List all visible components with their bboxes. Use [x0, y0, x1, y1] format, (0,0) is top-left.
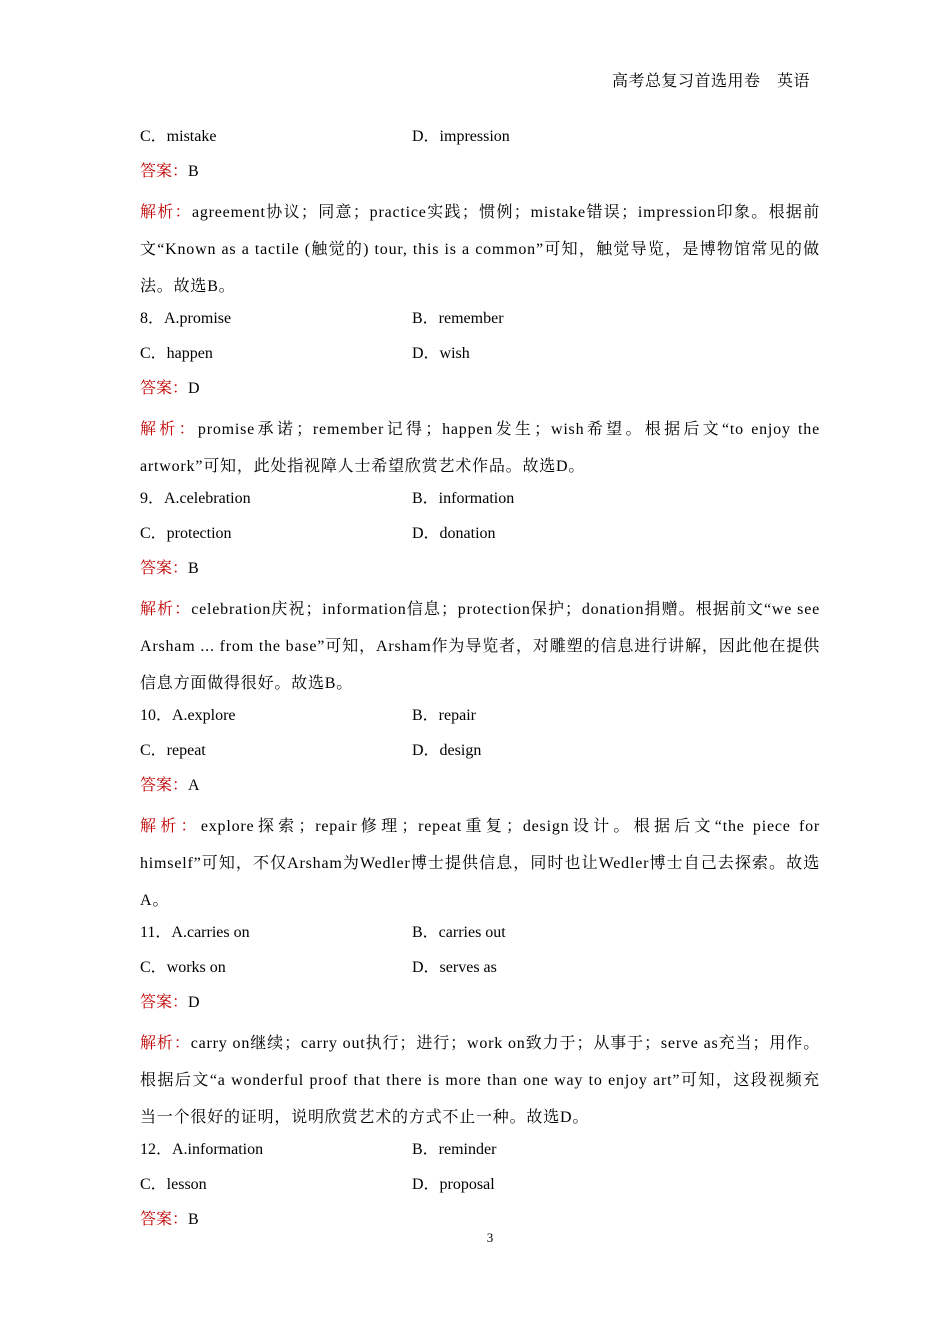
- document-body: [140, 124, 820, 1242]
- option-a: 8．A.promise: [140, 310, 232, 327]
- option-d: D．serves as: [412, 959, 497, 976]
- option-c: C．protection: [140, 525, 232, 542]
- analysis-label: 解析：: [140, 1035, 191, 1052]
- analysis-label: 解析：: [140, 818, 201, 835]
- answer-line: [140, 159, 820, 194]
- answer-value: D: [188, 994, 200, 1011]
- analysis-paragraph: [140, 411, 820, 485]
- option-b: B．information: [412, 490, 515, 507]
- answer-line: [140, 990, 820, 1025]
- option-a: 10．A.explore: [140, 707, 236, 724]
- option-c: C．happen: [140, 345, 213, 362]
- page-number: 3: [486, 1230, 494, 1245]
- option-d: D．donation: [412, 525, 496, 542]
- analysis-text: celebration庆祝；information信息；protection保护；donation捐赠。根据前文“we see Arsham ... from the base”可知，Arsham作为导览者，对雕塑的信息进行讲解，因此他在提供信息方面做得很好。故选B。: [140, 601, 821, 692]
- answer-line: [140, 556, 820, 591]
- answer-value: B: [188, 1211, 199, 1228]
- option-a: 12．A.information: [140, 1141, 264, 1158]
- analysis-text: carry on继续；carry out执行；进行；work on致力于；从事于；serve as充当；用作。根据后文“a wonderful proof that there is more than one way to enjoy art”可知，这段视频充当一个很好的证明，说明欣赏艺术的方式不止一种。故选D。: [140, 1035, 820, 1126]
- options-row: [140, 521, 820, 556]
- option-a: 9．A.celebration: [140, 490, 251, 507]
- option-b: B．repair: [412, 707, 476, 724]
- option-b: B．remember: [412, 310, 504, 327]
- options-row: [140, 703, 820, 738]
- analysis-label: 解析：: [140, 601, 192, 618]
- answer-value: A: [188, 777, 200, 794]
- analysis-label: 解析：: [140, 204, 192, 221]
- analysis-paragraph: [140, 1025, 820, 1136]
- option-c: C．mistake: [140, 128, 217, 145]
- analysis-paragraph: [140, 194, 820, 305]
- options-row: [140, 1137, 820, 1172]
- option-d: D．impression: [412, 128, 510, 145]
- answer-label: 答案：: [140, 380, 189, 397]
- analysis-paragraph: [140, 808, 820, 919]
- analysis-label: 解析：: [140, 421, 198, 438]
- option-c: C．works on: [140, 959, 226, 976]
- answer-line: [140, 376, 820, 411]
- options-row: [140, 306, 820, 341]
- option-d: D．design: [412, 742, 482, 759]
- options-row: [140, 124, 820, 159]
- analysis-text: explore探索；repair修理；repeat重复；design设计。根据后文“the piece for himself”可知，不仅Arsham为Wedler博士提供信息，同时也让Wedler博士自己去探索。故选A。: [140, 818, 821, 909]
- answer-label: 答案：: [140, 560, 189, 577]
- answer-line: [140, 773, 820, 808]
- options-row: [140, 1172, 820, 1207]
- options-row: [140, 486, 820, 521]
- answer-value: B: [188, 560, 199, 577]
- options-row: [140, 955, 820, 990]
- option-b: B．carries out: [412, 924, 506, 941]
- option-d: D．wish: [412, 345, 470, 362]
- option-b: B．reminder: [412, 1141, 497, 1158]
- analysis-text: agreement协议；同意；practice实践；惯例；mistake错误；impression印象。根据前文“Known as a tactile (触觉的) tour, this is a common”可知，触觉导览，是博物馆常见的做法。故选B。: [140, 204, 821, 295]
- option-d: D．proposal: [412, 1176, 495, 1193]
- answer-label: 答案：: [140, 163, 189, 180]
- option-a: 11．A.carries on: [140, 924, 250, 941]
- answer-label: 答案：: [140, 1211, 189, 1228]
- answer-label: 答案：: [140, 994, 189, 1011]
- analysis-text: promise承诺；remember记得；happen发生；wish希望。根据后文“to enjoy the artwork”可知，此处指视障人士希望欣赏艺术作品。故选D。: [140, 421, 820, 475]
- options-row: [140, 920, 820, 955]
- options-row: [140, 738, 820, 773]
- option-c: C．lesson: [140, 1176, 207, 1193]
- page-header: 高考总复习首选用卷 英语: [611, 73, 810, 90]
- answer-label: 答案：: [140, 777, 189, 794]
- option-c: C．repeat: [140, 742, 206, 759]
- answer-value: D: [188, 380, 200, 397]
- answer-value: B: [188, 163, 199, 180]
- analysis-paragraph: [140, 591, 820, 702]
- options-row: [140, 341, 820, 376]
